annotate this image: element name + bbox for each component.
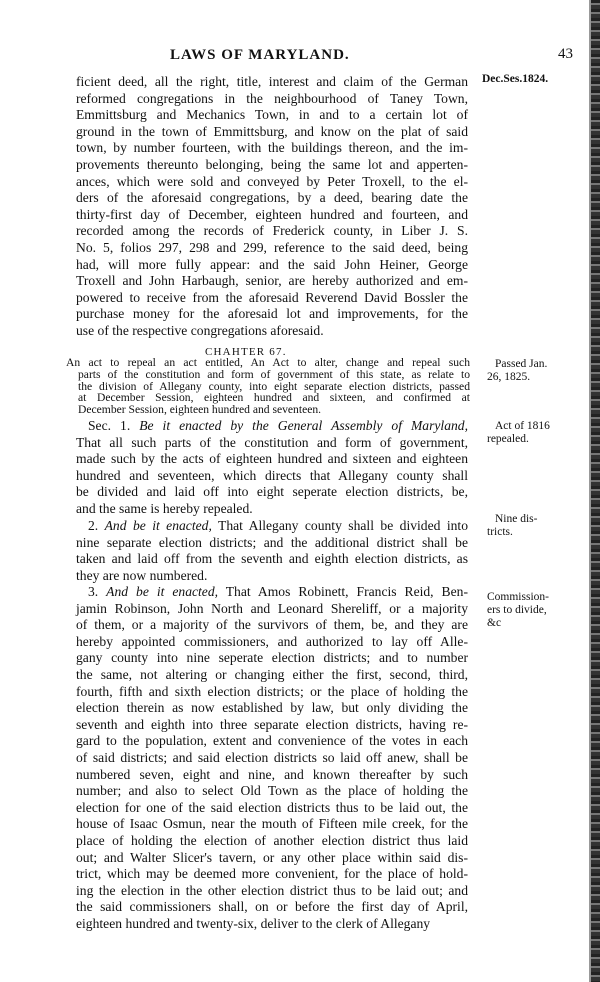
text-segment: seventh and eighth into three separate election districts, having re- <box>76 716 468 732</box>
text-line: town, by number fourteen, with the buildings thereon, and the im- <box>76 140 468 156</box>
text-line: Troxell and John Harbaugh, senior, are hereby authorized and em- <box>76 273 468 289</box>
text-line: purchase money for the aforesaid lot and improvements, for the <box>76 306 468 322</box>
text-segment: 2. <box>88 518 105 533</box>
text-line <box>76 584 468 601</box>
text-segment: eighteen hundred and twenty-six, deliver to the clerk of Allegany <box>76 915 431 931</box>
margin-note-line: ers to divide, <box>487 604 547 616</box>
text-line <box>76 451 468 468</box>
text-line <box>76 601 468 618</box>
text-line <box>76 883 468 900</box>
section-2 <box>76 518 468 584</box>
text-line <box>76 816 468 833</box>
margin-note-line: Commission- <box>487 591 549 603</box>
italic-phrase: And be it enacted, <box>104 518 212 533</box>
text-line <box>76 833 468 850</box>
text-line: December Session, eighteen hundred and seventeen. <box>78 403 322 417</box>
italic-phrase: And be it enacted, <box>106 584 219 599</box>
text-line: at December Session, eighteen hundred and sixteen, and confirmed at <box>78 391 470 405</box>
text-line <box>76 418 468 435</box>
text-segment: That Amos Robinett, Francis Reid, Ben- <box>218 584 468 599</box>
paragraph-continued <box>76 74 468 340</box>
text-segment: gany county into nine seperate election districts; and to number <box>76 650 468 666</box>
margin-note-line: Act of 1816 <box>495 420 550 432</box>
text-segment: of them, or a majority of the survivors of them, be, and they are <box>76 617 468 633</box>
text-line: An act to repeal an act entitled, An Act to alter, change and repeal such <box>66 356 470 369</box>
text-segment: and the same is hereby repealed. <box>76 500 253 516</box>
text-line <box>76 750 468 767</box>
text-segment: place of holding the election of another election district thus laid <box>76 832 468 848</box>
text-line <box>76 916 468 933</box>
text-line <box>76 435 468 452</box>
text-segment: they are now numbered. <box>76 567 208 583</box>
text-line <box>76 850 468 867</box>
margin-note-passed <box>487 358 547 384</box>
chapter-title <box>66 357 470 416</box>
italic-phrase: Be it enacted by the General Assembly of Maryland, <box>139 418 468 433</box>
text-line <box>76 866 468 883</box>
text-line: ances, which were sold and conveyed by Peter Troxell, to the el- <box>76 173 468 189</box>
text-line <box>76 634 468 651</box>
text-line <box>76 518 468 535</box>
text-line <box>76 800 468 817</box>
text-line: ground in the town of Emmittsburg, and know on the plat of said <box>76 123 468 139</box>
text-segment: taken and laid off from the seventh and eighth election districts, as <box>76 551 468 567</box>
text-line <box>76 568 468 585</box>
chapter-heading: CHAHTER 67. <box>205 346 287 358</box>
text-segment: the same, not altering or changing either the first, second, third, <box>76 666 468 682</box>
text-segment: house of Isaac Osmun, near the mouth of Fifteen mile creek, for the <box>76 816 468 832</box>
text-line <box>76 899 468 916</box>
text-segment: election for one of the said election districts thus to be laid out, the <box>76 799 468 815</box>
text-line: provements thereunto belonging, being the same lot and apperten- <box>76 156 468 172</box>
text-line <box>76 501 468 518</box>
text-line: reformed congregations in the neighbourhood of Taney Town, <box>76 90 468 106</box>
text-line <box>76 717 468 734</box>
text-line: No. 5, folios 297, 298 and 299, reference to the said deed, being <box>76 239 468 255</box>
margin-note-line: repealed. <box>487 433 529 445</box>
text-segment: made such by the acts of eighteen hundred and sixteen and eighteen <box>76 451 468 467</box>
text-line <box>76 468 468 485</box>
text-line: the division of Allegany county, into eight separate election districts, passed <box>78 379 470 393</box>
text-segment: hundred and seventeen, which directs that Allegany county shall <box>76 467 468 483</box>
margin-note-nine-districts <box>487 513 537 539</box>
margin-note-session: Dec.Ses.1824. <box>482 73 549 85</box>
text-line <box>76 551 468 568</box>
text-segment: hereby appointed commissioners, and authorized to lay off Alle- <box>76 633 468 649</box>
margin-note-line: tricts. <box>487 526 513 538</box>
page-number: 43 <box>558 46 573 62</box>
text-line <box>76 484 468 501</box>
margin-note-line: 26, 1825. <box>487 371 531 383</box>
margin-note-line: Passed Jan. <box>495 358 548 370</box>
text-line: ders of the aforesaid congregations, by a deed, bearing date the <box>76 190 468 206</box>
section-1 <box>76 418 468 518</box>
margin-note-line: Nine dis- <box>495 513 538 525</box>
text-segment: trict, which may be deemed more convenient, for the place of hold- <box>76 866 468 882</box>
text-segment: gard to the population, extent and convenience of the votes in each <box>76 733 468 749</box>
text-line <box>76 684 468 701</box>
text-line <box>76 535 468 552</box>
margin-note-commissioners <box>487 591 549 630</box>
margin-note-act-1816 <box>487 420 550 446</box>
text-segment: 3. <box>88 584 107 599</box>
text-line: recorded among the records of Frederick county, in Liber J. S. <box>76 223 468 239</box>
text-line: Emmittsburg and Mechanics Town, in and to a certain lot of <box>76 107 468 123</box>
text-line: parts of the constitution and form of government of this state, as relate to <box>78 367 470 381</box>
margin-note-line: &c <box>487 617 502 629</box>
text-segment: out; and Walter Slicer's tavern, or any other place within said dis- <box>76 849 468 865</box>
section-3 <box>76 584 468 932</box>
text-segment: That all such parts of the constitution and form of government, <box>76 434 468 450</box>
text-line <box>76 650 468 667</box>
text-line: powered to receive from the aforesaid Reverend David Bossler the <box>76 289 468 305</box>
text-line: ficient deed, all the right, title, interest and claim of the German <box>76 74 468 89</box>
text-line: had, will more fully appear: and the said John Heiner, George <box>76 256 468 272</box>
text-segment: jamin Robinson, John North and Leonard Shereliff, or a majority <box>76 600 468 616</box>
text-segment: That Allegany county shall be divided into <box>211 518 468 533</box>
text-line <box>76 733 468 750</box>
text-line <box>76 667 468 684</box>
text-line <box>76 783 468 800</box>
running-header: LAWS OF MARYLAND. <box>170 47 350 63</box>
text-line <box>76 617 468 634</box>
text-line: thirty-first day of December, eighteen hundred and fourteen, and <box>76 206 468 222</box>
text-segment: of said districts; and said election districts so laid off anew, shall be <box>76 749 468 765</box>
text-segment: fourth, fifth and sixth election districts; or the place of holding the <box>76 683 468 699</box>
text-segment: Sec. 1. <box>88 418 140 433</box>
text-segment: nine separate election districts; and the additional district shall be <box>76 534 468 550</box>
text-segment: the said commissioners shall, on or before the first day of April, <box>76 899 468 915</box>
text-line <box>76 767 468 784</box>
text-segment: number; and also to select Old Town as the place of holding the <box>76 783 468 799</box>
text-segment: ing the election in the other election district thus to be laid out; and <box>76 882 468 898</box>
text-segment: numbered seven, eight and nine, and known thereafter by such <box>76 766 468 782</box>
text-line: use of the respective congregations aforesaid. <box>76 322 324 338</box>
text-segment: election therein as now established by law, but only dividing the <box>76 700 468 716</box>
text-line <box>76 700 468 717</box>
scan-edge <box>591 0 600 982</box>
text-segment: be divided and laid off into eight seperate election districts, be, <box>76 484 468 500</box>
